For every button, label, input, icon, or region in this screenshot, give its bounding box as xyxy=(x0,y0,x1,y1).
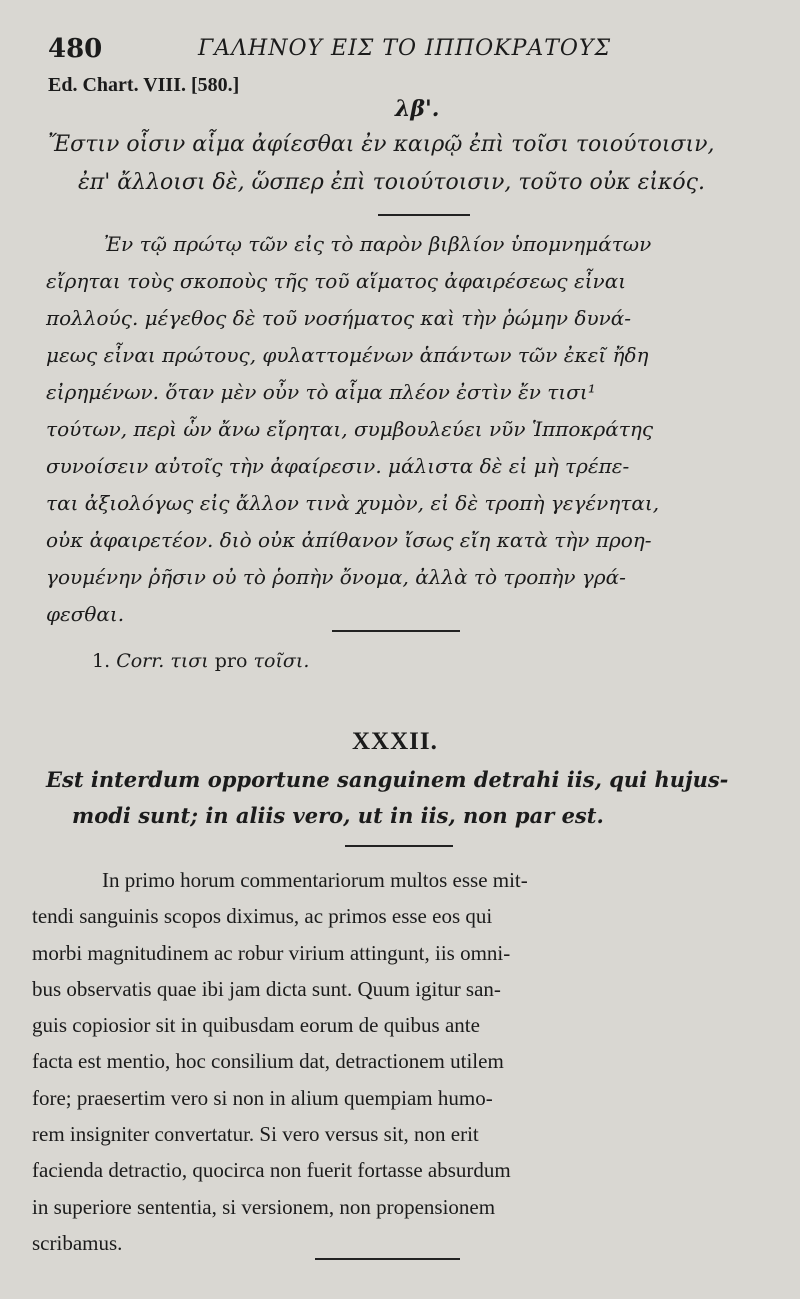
footnote-corr: Corr. xyxy=(116,650,165,672)
footnote xyxy=(92,650,309,672)
latin-commentary xyxy=(32,862,772,1261)
latin-commentary-line: fore; praesertim vero si non in alium quempiam humo- xyxy=(32,1085,493,1110)
greek-commentary-line: φεσθαι. xyxy=(46,602,125,626)
greek-commentary-line: εἰρημένων. ὅταν μὲν οὖν τὸ αἷμα πλέον ἐστὶν ἔν τισι¹ xyxy=(46,380,596,404)
latin-commentary-line: facta est mentio, hoc consilium dat, detractionem utilem xyxy=(32,1049,504,1074)
edition-reference: Ed. Chart. VIII. [580.] xyxy=(48,74,240,96)
greek-commentary-line: πολλούς. μέγεθος δὲ τοῦ νοσήματος καὶ τὴν ῥώμην δυνά- xyxy=(46,306,632,330)
greek-lemma xyxy=(48,126,768,202)
latin-commentary-line: In primo horum commentariorum multos esse mit- xyxy=(102,868,528,892)
footnote-original: τοῖσι. xyxy=(253,650,310,672)
greek-commentary-line: ται ἀξιολόγως εἰς ἄλλον τινὰ χυμὸν, εἰ δὲ τροπὴ γεγένηται, xyxy=(46,491,660,515)
greek-commentary-line: γουμένην ῥῆσιν οὐ τὸ ῥοπὴν ὄνομα, ἀλλὰ τὸ τροπὴν γρά- xyxy=(46,565,626,589)
greek-lemma-line: Ἔστιν οἷσιν αἷμα ἀφίεσθαι ἐν καιρῷ ἐπὶ τοῖσι τοιούτοισιν, xyxy=(48,132,715,157)
greek-commentary-line: τούτων, περὶ ὧν ἄνω εἴρηται, συμβουλεύει νῦν Ἱπποκράτης xyxy=(46,417,654,441)
latin-commentary-line: morbi magnitudinem ac robur virium attingunt, iis omni- xyxy=(32,940,511,965)
end-rule xyxy=(315,1258,460,1260)
latin-commentary-line: facienda detractio, quocirca non fuerit fortasse absurdum xyxy=(32,1158,511,1183)
latin-commentary-line: bus observatis quae ibi jam dicta sunt. Quum igitur san- xyxy=(32,976,501,1001)
latin-section-number: XXXII. xyxy=(352,728,438,755)
running-title: ΓΑΛΗΝΟΥ ΕΙΣ ΤΟ ΙΠΠΟΚΡΑΤΟΥΣ xyxy=(198,36,612,61)
latin-commentary-line: in superiore sententia, si versionem, non propensionem xyxy=(32,1194,496,1219)
latin-commentary-line: scribamus. xyxy=(32,1230,123,1255)
greek-commentary-line: συνοίσειν αὐτοῖς τὴν ἀφαίρεσιν. μάλιστα δὲ εἰ μὴ τρέπε- xyxy=(46,454,630,478)
footnote-rule xyxy=(332,630,460,632)
greek-commentary-line: μεως εἶναι πρώτους, φυλαττομένων ἁπάντων τῶν ἐκεῖ ἤδη xyxy=(46,343,649,367)
latin-commentary-line: tendi sanguinis scopos diximus, ac primos esse eos qui xyxy=(32,904,493,929)
greek-commentary-line: οὐκ ἀφαιρετέον. διὸ οὐκ ἀπίθανον ἴσως εἴη κατὰ τὴν προη- xyxy=(46,528,652,552)
greek-section-number: λβ'. xyxy=(395,96,440,122)
footnote-pro: pro xyxy=(214,650,248,672)
latin-lemma-line: Est interdum opportune sanguinem detrahi iis, qui hujus- xyxy=(46,767,729,792)
greek-commentary-line: Ἐν τῷ πρώτῳ τῶν εἰς τὸ παρὸν βιβλίον ὑπομνημάτων xyxy=(104,232,652,256)
greek-lemma-line: ἐπ' ἄλλοισι δὲ, ὥσπερ ἐπὶ τοιούτοισιν, τοῦτο οὐκ εἰκός. xyxy=(78,170,705,195)
greek-commentary xyxy=(46,226,770,633)
divider-rule xyxy=(378,214,470,216)
footnote-marker: 1. xyxy=(92,650,111,672)
page-number: 480 xyxy=(48,34,103,64)
greek-commentary-line: εἴρηται τοὺς σκοποὺς τῆς τοῦ αἵματος ἀφαιρέσεως εἶναι xyxy=(46,269,627,293)
running-header xyxy=(48,30,748,62)
latin-commentary-line: rem insigniter convertatur. Si vero versus sit, non erit xyxy=(32,1122,479,1147)
divider-rule xyxy=(345,845,453,847)
footnote-reading: τισι xyxy=(170,650,209,672)
latin-lemma-line: modi sunt; in aliis vero, ut in iis, non par est. xyxy=(72,803,604,828)
latin-lemma xyxy=(46,762,770,834)
latin-commentary-line: guis copiosior sit in quibusdam eorum de quibus ante xyxy=(32,1013,480,1038)
